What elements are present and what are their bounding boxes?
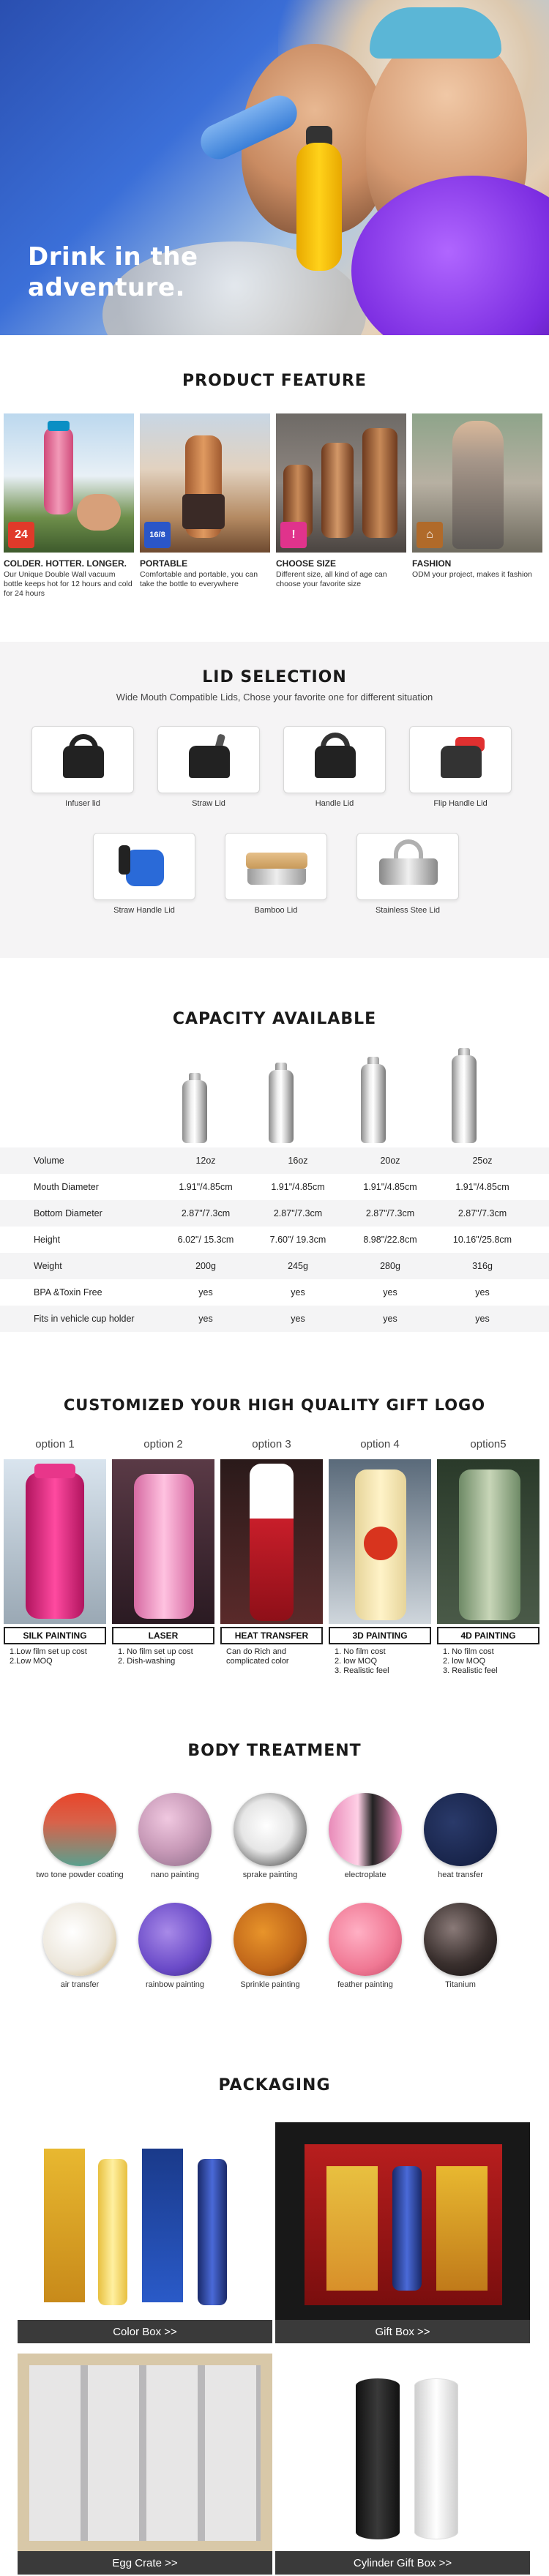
egg-crate-image	[18, 2354, 272, 2551]
option-image	[4, 1459, 106, 1624]
cylinder-box-image	[275, 2354, 530, 2551]
flip-handle-lid-image	[441, 746, 482, 778]
lid-option-bamboo[interactable]: Bamboo Lid	[225, 833, 327, 915]
option-image	[437, 1459, 539, 1624]
feature-card-size: ! CHOOSE SIZE Different size, all kind of age can choose your favorite size	[276, 413, 406, 589]
treatment-sprake[interactable]: sprake painting	[219, 1793, 321, 1880]
handle-lid-image	[315, 746, 356, 778]
capacity-title: CAPACITY AVAILABLE	[172, 1010, 377, 1028]
thermo-icon: 24	[8, 522, 34, 548]
product-feature-title: PRODUCT FEATURE	[182, 372, 367, 390]
lid-option-flip-handle[interactable]: Flip Handle Lid	[409, 726, 512, 808]
gift-logo-title: CUSTOMIZED YOUR HIGH QUALITY GIFT LOGO	[63, 1396, 486, 1414]
bottle-12oz-image	[182, 1080, 207, 1143]
gift-box-image	[275, 2122, 530, 2320]
home-icon: ⌂	[417, 522, 443, 548]
logo-option-4[interactable]: option 4 3D PAINTING 1. No film cost 2. low MOQ 3. Realistic feel	[329, 1438, 431, 1676]
lid-option-stainless[interactable]: Stainless Stee Lid	[356, 833, 459, 915]
feature-image	[412, 413, 542, 553]
lid-option-infuser[interactable]: Infuser lid	[31, 726, 134, 808]
logo-option-3[interactable]: option 3 HEAT TRANSFER Can do Rich and complicated color	[220, 1438, 323, 1666]
packaging-egg-crate[interactable]: Egg Crate >>	[18, 2354, 272, 2575]
option-image	[329, 1459, 431, 1624]
table-row: BPA &Toxin Free yes yes yes yes	[34, 1287, 490, 1298]
treatment-feather[interactable]: feather painting	[314, 1903, 417, 1990]
feature-image	[276, 413, 406, 553]
feature-card-fashion: ⌂ FASHION ODM your project, makes it fashion	[412, 413, 542, 580]
feature-card-colder: 24 COLDER. HOTTER. LONGER. Our Unique Double Wall vacuum bottle keeps hot for 12 hours and cold for 24 hours	[4, 413, 134, 599]
table-row: Weight 200g 245g 280g 316g	[0, 1253, 549, 1279]
packaging-gift-box[interactable]: Gift Box >>	[275, 2122, 530, 2343]
bottle-16oz-image	[269, 1070, 294, 1143]
treatment-heat-transfer[interactable]: heat transfer	[409, 1793, 512, 1880]
table-row: Bottom Diameter 2.87"/7.3cm 2.87"/7.3cm 2.87"/7.3cm 2.87"/7.3cm	[0, 1200, 549, 1227]
feature-card-portable: 16/8 PORTABLE Comfortable and portable, you can take the bottle to everywhere	[140, 413, 270, 589]
treatment-sprinkle[interactable]: Sprinkle painting	[219, 1903, 321, 1990]
packaging-cylinder-box[interactable]: Cylinder Gift Box >>	[275, 2354, 530, 2575]
info-icon: !	[280, 522, 307, 548]
portable-icon: 16/8	[144, 522, 171, 548]
lid-option-straw-handle[interactable]: Straw Handle Lid	[93, 833, 195, 915]
capacity-table	[0, 1147, 549, 1332]
treatment-nano[interactable]: nano painting	[124, 1793, 226, 1880]
table-row: Volume 12oz 16oz 20oz 25oz	[0, 1147, 549, 1174]
option-image	[112, 1459, 214, 1624]
lid-selection-subtitle: Wide Mouth Compatible Lids, Chose your favorite one for different situation	[116, 692, 433, 703]
packaging-title: PACKAGING	[218, 2076, 331, 2094]
hero-headline: Drink in the adventure.	[28, 242, 198, 302]
feature-image	[140, 413, 270, 553]
lid-selection-title: LID SELECTION	[202, 668, 347, 686]
treatment-electroplate[interactable]: electroplate	[314, 1793, 417, 1880]
bottle-25oz-image	[452, 1055, 477, 1143]
straw-lid-image	[189, 746, 230, 778]
body-treatment-title: BODY TREATMENT	[187, 1742, 362, 1760]
option-image	[220, 1459, 323, 1624]
lid-option-straw[interactable]: Straw Lid	[157, 726, 260, 808]
color-box-image	[18, 2122, 272, 2320]
logo-option-1[interactable]: option 1 SILK PAINTING 1.Low film set up cost 2.Low MOQ	[4, 1438, 106, 1666]
table-row: Height 6.02"/ 15.3cm 7.60"/ 19.3cm 8.98"/22.8cm 10.16"/25.8cm	[34, 1234, 512, 1245]
hat-image	[370, 7, 501, 59]
table-row: Fits in vehicle cup holder yes yes yes yes	[0, 1306, 549, 1332]
treatment-air-transfer[interactable]: air transfer	[29, 1903, 131, 1990]
logo-option-2[interactable]: option 2 LASER 1. No film set up cost 2. Dish-washing	[112, 1438, 214, 1666]
logo-option-5[interactable]: option5 4D PAINTING 1. No film cost 2. low MOQ 3. Realistic feel	[437, 1438, 539, 1676]
packaging-color-box[interactable]: Color Box >>	[18, 2122, 272, 2343]
yellow-bottle-image	[296, 143, 342, 271]
hero-banner	[0, 0, 549, 335]
treatment-rainbow[interactable]: rainbow painting	[124, 1903, 226, 1990]
bottle-20oz-image	[361, 1064, 386, 1143]
infuser-lid-image	[63, 746, 104, 778]
table-row: Mouth Diameter 1.91"/4.85cm 1.91"/4.85cm 1.91"/4.85cm 1.91"/4.85cm	[34, 1181, 509, 1192]
lid-option-handle[interactable]: Handle Lid	[283, 726, 386, 808]
feature-image	[4, 413, 134, 553]
treatment-titanium[interactable]: Titanium	[409, 1903, 512, 1990]
treatment-two-tone[interactable]: two tone powder coating	[29, 1793, 131, 1880]
